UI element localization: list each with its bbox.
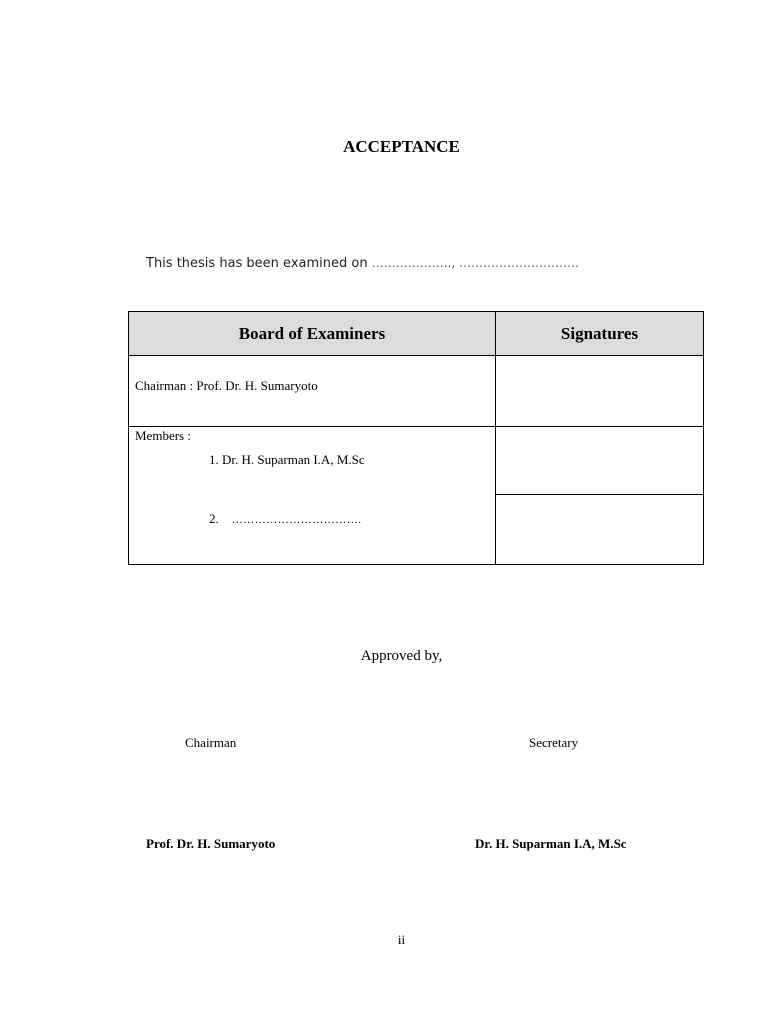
member-2-placeholder: …………………………….: [231, 514, 362, 526]
member-1-signature-cell: [496, 427, 704, 495]
member-2: [209, 511, 362, 527]
board-of-examiners-table: [128, 311, 704, 565]
examined-date-placeholder: ……………….., …………………………: [371, 256, 579, 270]
members-label: Members :: [135, 428, 191, 443]
chairman-cell: [129, 356, 496, 427]
page-number: ii: [397, 932, 406, 947]
role-secretary: Secretary: [529, 735, 579, 750]
header-board-of-examiners: Board of Examiners: [129, 312, 496, 356]
chairman-signature-cell: [496, 356, 704, 427]
members-cell: [129, 427, 496, 565]
header-signatures: Signatures: [496, 312, 704, 356]
page-title: ACCEPTANCE: [343, 137, 460, 156]
chairman-text: Chairman : Prof. Dr. H. Sumaryoto: [135, 378, 318, 393]
role-chairman: Chairman: [185, 735, 237, 750]
examined-text: This thesis has been examined on: [146, 256, 368, 271]
member-2-signature-cell: [496, 495, 704, 565]
member-1: 1. Dr. H. Suparman I.A, M.Sc: [209, 452, 365, 467]
chairman-name: Prof. Dr. H. Sumaryoto: [146, 836, 276, 851]
secretary-name: Dr. H. Suparman I.A, M.Sc: [475, 836, 627, 851]
approved-by-label: Approved by,: [360, 648, 443, 664]
member-2-number: 2.: [209, 511, 219, 526]
examination-date-line: [146, 256, 579, 271]
